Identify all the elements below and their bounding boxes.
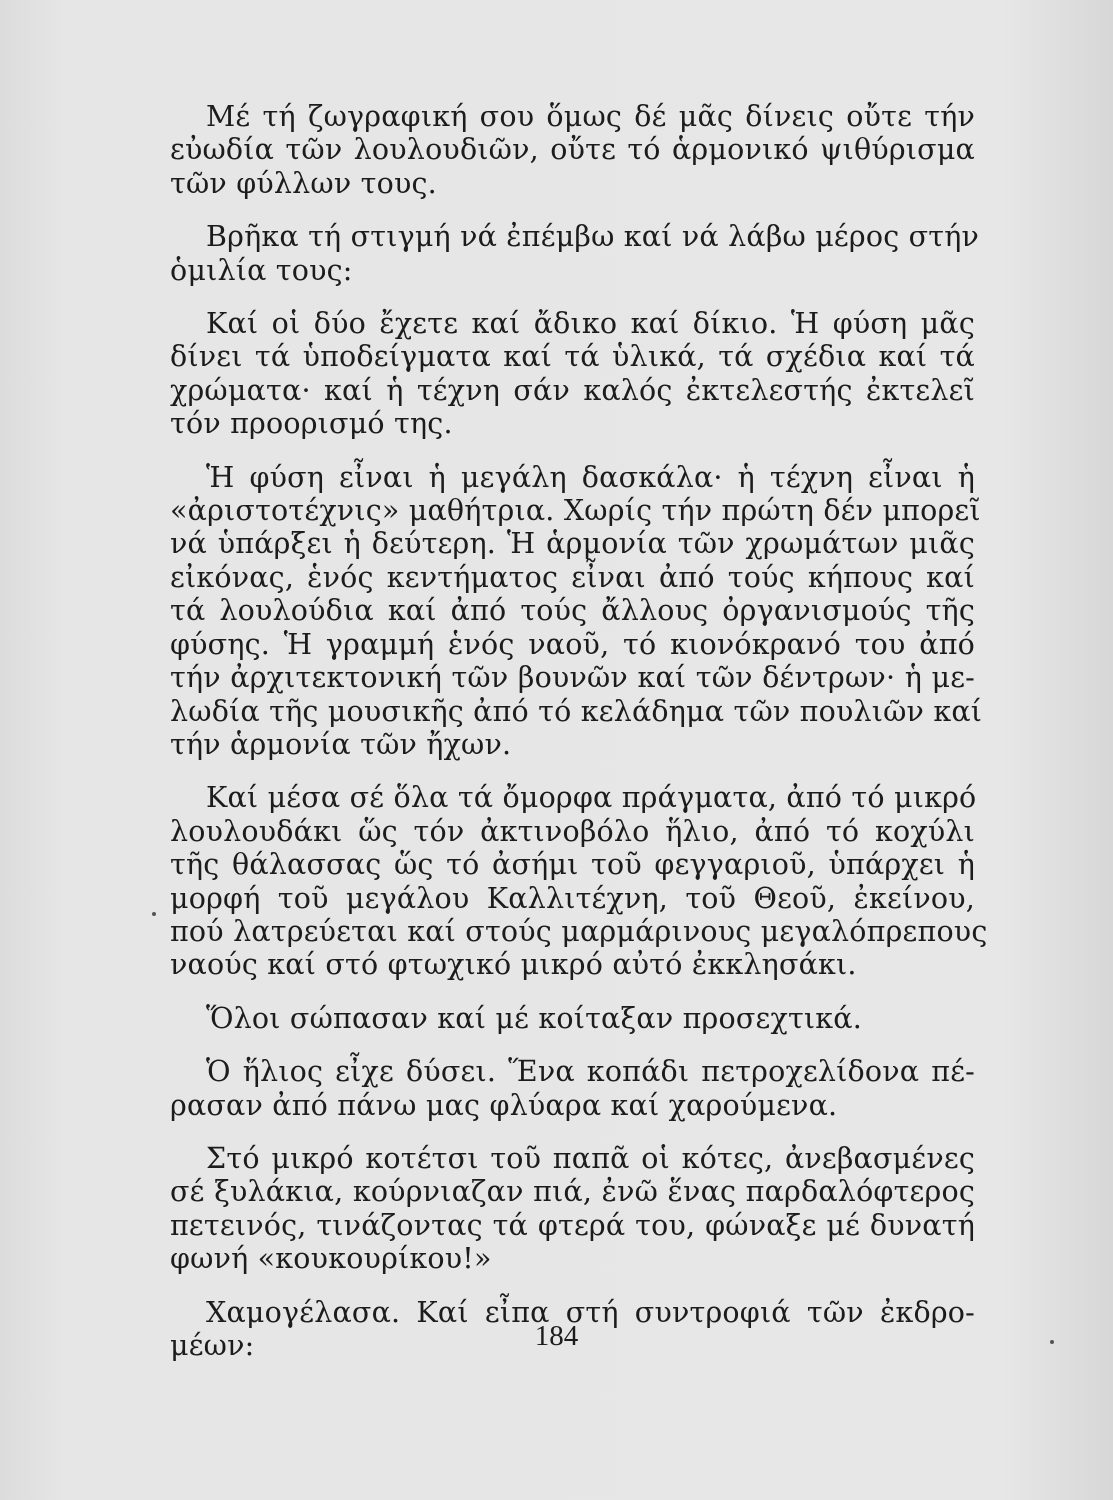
text-line: εἰκόνας, ἑνός κεντήματος εἶναι ἀπό τούς κήπους καί [170,560,975,594]
paragraph [170,1142,975,1276]
text-line: νά ὑπάρξει ἡ δεύτερη. Ἡ ἁρμονία τῶν χρωμάτων μιᾶς [170,527,975,561]
page-number: 184 [534,1320,579,1352]
text-line: ναούς καί στό φτωχικό μικρό αὐτό ἐκκλησάκι. [170,948,857,982]
text-line: μορφή τοῦ μεγάλου Καλλιτέχνη, τοῦ Θεοῦ, ἐκείνου, [170,881,975,915]
text-line: φύσης. Ἡ γραμμή ἑνός ναοῦ, τό κιονόκρανό του ἀπό [170,627,975,661]
text-line: φωνή «κουκουρίκου!» [170,1242,492,1276]
print-speck [1050,1340,1054,1344]
text-line: «ἀριστοτέχνις» μαθήτρια. Χωρίς τήν πρώτη δέν μπορεῖ [170,494,981,528]
paragraph [170,1002,975,1035]
text-line: μέων: [170,1329,255,1362]
text-line: Χαμογέλασα. Καί εἶπα στή συντροφιά τῶν ἐκδρο- [206,1295,975,1329]
body-text [170,100,988,1382]
text-line: τῶν φύλλων τους. [170,166,437,200]
text-line: ὁμιλία τους: [170,253,353,287]
text-line: Ὁ ἥλιος εἶχε δύσει. Ἕνα κοπάδι πετροχελίδονα πέ- [206,1055,975,1089]
text-line: πετεινός, τινάζοντας τά φτερά του, φώναξε μέ δυνατή [170,1208,975,1242]
text-line: σέ ξυλάκια, κούρνιαζαν πιά, ἐνῶ ἕνας παρδαλόφτερος [170,1175,975,1209]
text-line: Μέ τή ζωγραφική σου ὅμως δέ μᾶς δίνεις οὔτε τήν [206,100,975,133]
text-line: χρώματα· καί ἡ τέχνη σάν καλός ἐκτελεστής ἐκτελεῖ [170,373,975,407]
paragraph [170,100,975,200]
text-line: Καί οἱ δύο ἔχετε καί ἄδικο καί δίκιο. Ἡ φύση μᾶς [206,307,975,341]
text-line: εὐωδία τῶν λουλουδιῶν, οὔτε τό ἁρμονικό ψιθύρισμα [170,133,975,167]
paragraph [170,460,983,762]
text-line: Ὅλοι σώπασαν καί μέ κοίταξαν προσεχτικά. [206,1001,862,1035]
text-line: ρασαν ἀπό πάνω μας φλύαρα καί χαρούμενα. [170,1088,838,1122]
text-line: λουλουδάκι ὥς τόν ἀκτινοβόλο ἥλιο, ἀπό τό κοχύλι [170,814,975,848]
paragraph [170,220,980,287]
print-speck [152,912,156,916]
text-line: τήν ἀρχιτεκτονική τῶν βουνῶν καί τῶν δέντρων· ἡ με- [170,661,975,695]
text-line: πού λατρεύεται καί στούς μαρμάρινους μεγαλόπρεπους [170,914,988,948]
text-line: δίνει τά ὑποδείγματα καί τά ὑλικά, τά σχέδια καί τά [170,340,975,374]
text-line: τά λουλούδια καί ἀπό τούς ἄλλους ὀργανισμούς τῆς [170,594,975,628]
text-line: λωδία τῆς μουσικῆς ἀπό τό κελάδημα τῶν πουλιῶν καί [170,694,983,728]
text-line: Βρῆκα τή στιγμή νά ἐπέμβω καί νά λάβω μέρος στήν [206,220,980,254]
text-line: τῆς θάλασσας ὥς τό ἀσήμι τοῦ φεγγαριοῦ, ὑπάρχει ἡ [170,848,975,882]
text-line: τόν προορισμό της. [170,407,453,441]
text-line: Καί μέσα σέ ὅλα τά ὄμορφα πράγματα, ἀπό τό μικρό [206,781,977,815]
text-line: τήν ἁρμονία τῶν ἤχων. [170,727,512,761]
text-line: Στό μικρό κοτέτσι τοῦ παπᾶ οἱ κότες, ἀνεβασμένες [206,1141,975,1175]
paragraph [170,1055,975,1122]
paragraph [170,307,975,441]
text-line: Ἡ φύση εἶναι ἡ μεγάλη δασκάλα· ἡ τέχνη εἶναι ἡ [206,460,975,494]
paragraph [170,781,988,982]
